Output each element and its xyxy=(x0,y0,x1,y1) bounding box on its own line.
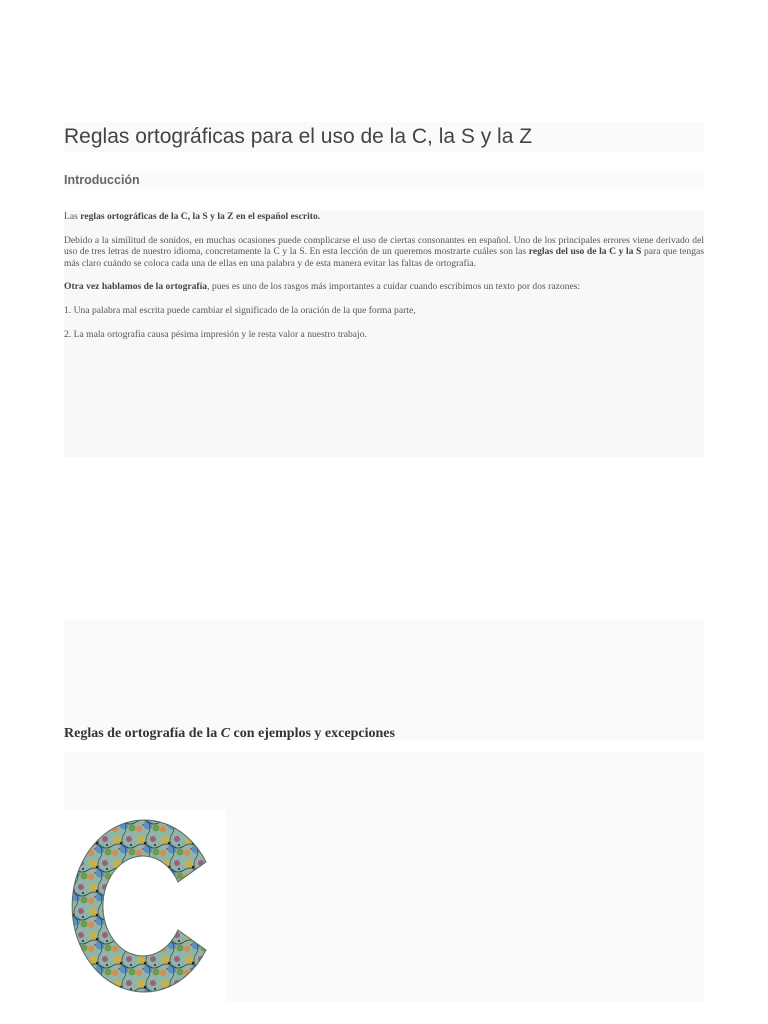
p2-text: Debido a la similitud de sonidos, en muchas ocasiones puede complicarse el uso de ciertas consonantes en español. Uno de los principales errores viene derivado del uso de tres letras de nuestro idioma, concretamente la C y la S. En esta lección de un queremos mostrarte cuáles son las xyxy=(64,234,704,258)
p2-text-end: para que tengas más claro cuándo se coloca cada una de ellas en una palabra y de esta manera evitar las faltas de ortografía. xyxy=(64,246,704,269)
intro-heading: Introducción xyxy=(64,171,704,189)
page-title: Reglas ortográficas para el uso de la C, la S y la Z xyxy=(64,122,704,152)
section-heading xyxy=(64,724,704,744)
p2-bold: reglas del uso de la C y la S xyxy=(528,246,642,258)
p3-bold: Otra vez hablamos de la ortografía xyxy=(64,281,208,293)
paragraph-3 xyxy=(64,281,704,293)
p1-bold: reglas ortográficas de la C, la S y la Z en el español escrito. xyxy=(80,211,321,222)
blank-block xyxy=(64,620,704,740)
letter-c-illustration-icon xyxy=(64,810,226,1002)
p1-text: Las xyxy=(64,211,81,222)
paragraph-1 xyxy=(64,211,704,223)
section-heading-letter: C xyxy=(220,726,231,741)
section-heading-text: Reglas de ortografía de la xyxy=(64,726,221,741)
section-heading-text-end: con ejemplos y excepciones xyxy=(230,726,395,741)
paragraph-2 xyxy=(64,235,704,270)
intro-body xyxy=(64,210,704,457)
p3-text: , pues es uno de los rasgos más importantes a cuidar cuando escribimos un texto por dos razones: xyxy=(207,281,581,293)
paragraph-4: 1. Una palabra mal escrita puede cambiar el significado de la oración de la que forma parte, xyxy=(64,304,416,316)
paragraph-5: 2. La mala ortografía causa pésima impresión y le resta valor a nuestro trabajo. xyxy=(64,328,367,340)
